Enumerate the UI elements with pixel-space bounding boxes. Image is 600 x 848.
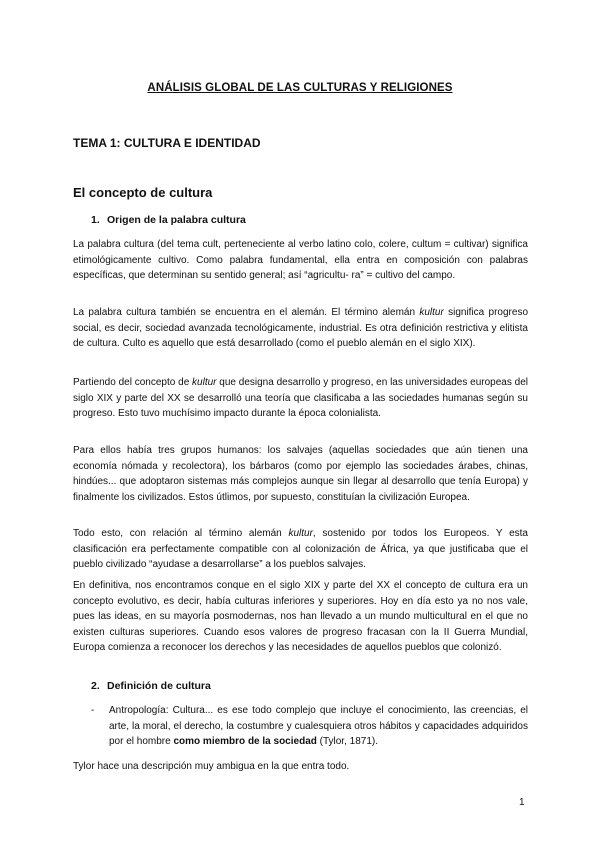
page-number: 1 [519, 797, 525, 808]
section-1-number: 1. [91, 214, 100, 226]
section-1-title: Origen de la palabra cultura [107, 214, 246, 226]
paragraph-5 [73, 526, 528, 573]
paragraph-5-a: Todo esto, con relación al término alemán [73, 528, 289, 539]
section-2-heading [91, 680, 211, 692]
concept-heading: El concepto de cultura [73, 185, 213, 200]
bullet-dash: - [91, 705, 95, 716]
paragraph-2-a: La palabra cultura también se encuentra en el alemán. El término alemán [73, 307, 420, 318]
bullet-text [109, 703, 528, 750]
paragraph-3-em: kultur [192, 377, 217, 388]
paragraph-2-em: kultur [419, 307, 444, 318]
bullet-text-b: (Tylor, 1871). [316, 736, 378, 747]
paragraph-2 [73, 305, 528, 352]
topic-heading: TEMA 1: CULTURA E IDENTIDAD [73, 136, 261, 150]
paragraph-3 [73, 375, 528, 422]
section-1-heading [91, 214, 246, 226]
paragraph-3-a: Partiendo del concepto de [73, 377, 193, 388]
paragraph-5-em: kultur [288, 528, 313, 539]
paragraph-6: En definitiva, nos encontramos conque en el siglo XIX y parte del XX el concepto de cultura era un concepto evolutivo, es decir, había culturas inferiores y superiores. Hoy en día esto ya no nos vale, pues las ideas, en su mayoría posmodernas, nos han llevado a un mundo multicultural en el que no existen culturas superiores. Cuando esos valores de progreso fracasan con la II Guerra Mundial, Europa comienza a reconocer los derechos y las necesidades de aquellos pueblos que colonizó. [73, 580, 528, 653]
bullet-text-bold: como miembro de la sociedad [173, 736, 317, 747]
section-2-number: 2. [91, 680, 100, 692]
paragraph-4: Para ellos había tres grupos humanos: los salvajes (aquellas sociedades que aún tienen una economía nómada y recolectora), los bárbaros (como por ejemplo las sociedades árabes, chinas, hindúes... que adoptaron sistemas más complejos aunque sin llegar al desarrollo que tenía Europa) y finalmente los civilizados. Estos útlimos, por supuesto, constituían la civilización Europea. [73, 445, 528, 503]
bullet-text-a: Antropología: Cultura... es ese todo complejo que incluye el conocimiento, las creencias, el arte, la moral, el derecho, la costumbre y cualesquiera otros hábitos y capacidades adquiridos por el hombre [109, 705, 528, 747]
paragraph-3-b: que designa desarrollo y progreso, en las universidades europeas del siglo XIX y parte del XX se desarrolló una teoría que clasificaba a las sociedades humanas según su progreso. Esto tuvo muchísimo impacto durante la época colonialista. [73, 377, 528, 419]
document-title: ANÁLISIS GLOBAL DE LAS CULTURAS Y RELIGIONES [147, 82, 453, 94]
definition-bullet [91, 703, 528, 750]
paragraph-7: Tylor hace una descripción muy ambigua en la que entra todo. [73, 761, 350, 772]
section-2-title: Definición de cultura [107, 680, 211, 692]
paragraph-5-b: , sostenido por todos los Europeos. Y esta clasificación era perfectamente compatible con al colonización de África, ya que justificaba que el pueblo civilizado “ayudase a desarrollarse” a los pueblos salvajes. [73, 528, 528, 570]
paragraph-1: La palabra cultura (del tema cult, perteneciente al verbo latino colo, colere, cultum = cultivar) significa etimológicamente cultivo. Como palabra fundamental, ella entra en composición con palabras específicas, que determinan su sentido general; así “agricultu- ra” = cultivo del campo. [73, 239, 528, 281]
paragraph-2-b: significa progreso social, es decir, sociedad avanzada tecnológicamente, industrial. Es otra definición restrictiva y elitista de cultura. Culto es aquello que está desarrollado (como el pueblo alemán en el siglo XIX). [73, 307, 529, 349]
